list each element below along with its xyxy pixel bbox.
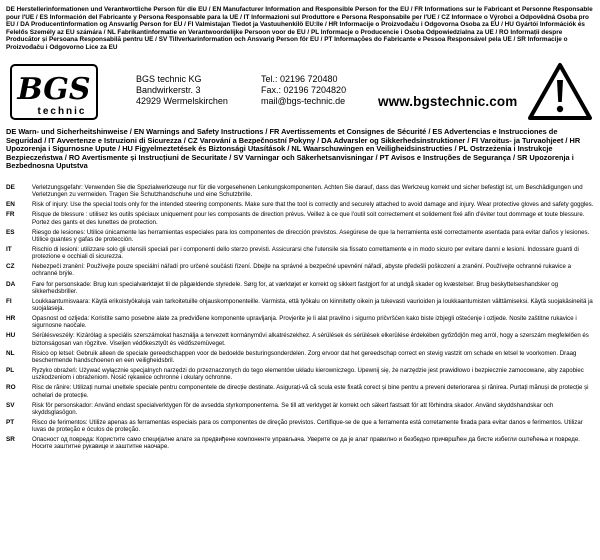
logo-text: BGS [17, 72, 91, 107]
company-city: 42929 Wermelskirchen [136, 96, 228, 106]
warning-text: Loukkaantumisvaara: Käytä erikoistyökaluja vain tarkoitetuille ohjauskomponenteille. Varmista, että työkalu on kiinnitetty oikein ja tukevasti vaurioiden ja loukkaantumisten välttämiseksi. Käytä suojakäsineitä ja suojalaseja. [32, 297, 593, 313]
warning-text: Ryzyko obrażeń: Używać wyłącznie specjalnych narzędzi do przeznaczonych do tego elementów układu kierowniczego. Upewnij się, że narzędzie jest prawidłowo i bezpiecznie zamocowane, aby zapobiec uszkodzeniom i obrażeniom. Nosić rękawice ochronne i okulary ochronne. [32, 367, 584, 382]
warning-entry-hr [6, 315, 594, 329]
company-mail[interactable]: mail@bgs-technic.de [261, 96, 346, 106]
warnings-heading: DE Warn- und Sicherheitshinweise / EN Warnings and Safety Instructions / FR Avertissements et Consignes de Sécurité / ES Advertencias e Instrucciones de Seguridad / IT Avvertenze e Istruzioni di Sicurezza / CZ Varování a Bezpečnostní Pokyny / DA Advarsler og Sikkerhedsinstruktioner / FI Varoitus- ja Turvaohjeet / HR Upozorenja i Sigurnosne Upute / HU Figyelmeztetések és Biztonsági Utasítások / NL Waarschuwingen en Veiligheidsinstructies / PL Ostrzeżenia i Instrukcje Bezpieczeństwa / RO Avertismente și Instrucțiuni de Securitate / SV Varningar och Säkerhetsanvisningar / PT Avisos e Instruções de Segurança / SR Upozorenja i Bezbednosna Uputstva [6, 128, 581, 171]
language-code: HR [6, 315, 16, 323]
warning-text: Fare for personskade: Brug kun specialværktøjet til de pågældende styredele. Sørg for, at værktøjet er korrekt og sikkert fastgjort for at undgå skader og kvæstelser. Brug beskyttelseshandsker og sikkerhedsbriller. [32, 280, 559, 295]
company-website[interactable]: www.bgstechnic.com [378, 94, 518, 109]
warning-entry-pl [6, 367, 594, 381]
warning-text: Risque de blessure : utilisez les outils spéciaux uniquement pour les composants de direction prévus. Veillez à ce que l'outil soit correctement et solidement fixé afin d'éviter tout dommage et toute blessure. Portez des gants et des lunettes de protection. [32, 211, 585, 226]
company-street: Bandwirkerstr. 3 [136, 85, 201, 95]
language-code: ES [6, 228, 15, 236]
language-code: FR [6, 211, 15, 219]
warning-entry-fr [6, 211, 594, 225]
warning-text: Risk för personskador: Använd endast specialverktygen för de avsedda styrkomponenterna. Se till att verktyget är korrekt och säkert fastsatt för att förhindra skador. Använd skyddshandskar och skyddsglasögon. [32, 401, 554, 416]
contact-block [6, 60, 594, 124]
language-code: DE [6, 184, 15, 191]
warning-text: Опасност од повреда: Користите само специјалне алате за предвиђене компоненте управљача. Уверите се да је алат правилно и безбедно причвршћен да бисте избегли оштећења и повреде. Носите заштитне рукавице и заштитне наочаре. [32, 436, 580, 451]
language-code: IT [6, 245, 12, 253]
warning-entry-ro [6, 384, 594, 398]
warning-entry-it [6, 246, 594, 260]
logo-subtext: technic [37, 106, 87, 117]
warning-text: Risico op letsel: Gebruik alleen de speciale gereedschappen voor de bedoelde besturingsonderdelen. Zorg ervoor dat het gereedschap correct en stevig vastzit om schade en letsel te voorkomen. Draag beschermende handschoenen en een veiligheidsbril. [32, 349, 577, 364]
warning-entry-sv [6, 402, 594, 416]
language-code: CZ [6, 263, 15, 271]
warning-entry-sr [6, 436, 594, 450]
language-code: SR [6, 436, 15, 444]
warning-text: Risk of injury: Use the special tools only for the intended steering components. Make sure that the tool is correctly and securely attached to avoid damage and injury. Wear protective gloves and safety goggles. [32, 201, 594, 209]
warning-text: Risco de ferimentos: Utilize apenas as ferramentas especiais para os componentes de direção previstos. Certifique-se de que a ferramenta está corretamente fixada para evitar danos e ferimentos. Utilizar luvas de proteção e óculos de proteção. [32, 418, 583, 434]
company-address [136, 74, 228, 107]
company-contacts [261, 74, 346, 107]
language-code: FI [6, 297, 12, 305]
warning-entry-en [6, 201, 594, 208]
warning-text: Rischio di lesioni: utilizzare solo gli utensili speciali per i componenti dello sterzo previsti. Assicurarsi che l'utensile sia fissato correttamente e in modo sicuro per evitare danni e lesioni. Indossare guanti di protezione e occhiali di sicurezza. [32, 245, 579, 261]
warning-text: Sérülésveszély: Kizárólag a speciális szerszámokat használja a tervezett kormányművi alkatrészekhez. A sérülések és sérülések elkerülése érdekében győződjön meg arról, hogy a szerszám megfelelően és biztonságosan van rögzítve. Viseljen védőkesztyűt és védőszemüveget. [32, 332, 589, 347]
warning-entry-nl [6, 350, 594, 364]
warning-entry-es [6, 229, 594, 243]
warning-entry-hu [6, 332, 594, 346]
bgs-logo [10, 64, 98, 120]
warning-text: Verletzungsgefahr: Verwenden Sie die Spezialwerkzeuge nur für die vorgesehenen Lenkungskomponenten. Achten Sie darauf, dass das Werkzeug korrekt und sicher befestigt ist, um Beschädigungen und Verletzungen zu vermeiden. Tragen Sie Schutzhandschuhe und eine Schutzbrille. [32, 184, 583, 199]
warning-entry-da [6, 281, 594, 295]
warning-triangle-icon [527, 62, 593, 122]
language-code: PT [6, 418, 15, 426]
warning-entry-de [6, 184, 594, 198]
warning-text: Opasnost od ozljeda: Koristite samo posebne alate za predviđene komponente upravljanja. Provjerite je li alat pravilno i sigurno pričvršćen kako biste izbjegli oštećenje i ozljede. Nosite zaštitne rukavice i sigurnosne naočale. [32, 315, 577, 330]
company-name: BGS technic KG [136, 74, 202, 84]
warning-entry-pt [6, 419, 594, 433]
warning-entries-list [6, 184, 594, 451]
language-code: SV [6, 401, 15, 409]
language-code: PL [6, 367, 15, 375]
language-code: NL [6, 349, 15, 357]
company-fax: Fax.: 02196 7204820 [261, 85, 347, 95]
warning-entry-fi [6, 298, 594, 312]
language-code: RO [6, 384, 16, 392]
warning-entry-cz [6, 263, 594, 277]
manufacturer-info-heading: DE Herstellerinformationen und Verantwortliche Person für die EU / EN Manufacturer Information and Responsible Person for the EU / FR Informations sur le Fabricant et Personne Responsable pour l'UE / ES Información del Fabricante y Persona Responsable para la UE / IT Informazioni sul Produttore e Persona Responsabile per l'UE / CZ Informace o Výrobci a Odpovědná Osoba pro EU / DA Producentinformation og Ansvarlig Person for EU / FI Valmistajan Tiedot ja Vastuuhenkilö EU:lle / HR Informacije o Proizvođaču i Odgovorna Osoba za EU / HU Gyártói Információk és Felelős Személy az EU számára / NL Fabrikantinformatie en Verantwoordelijke Persoon voor de EU / PL Informacje o Producencie i Osoba Odpowiedzialna za UE / RO Informații despre Producător și Persoana Responsabilă pentru UE / SV Tillverkarinformation och Ansvarig Person för EU / PT Informações do Fabricante e Pessoa Responsável pela UE / SR Informacije o Proizvođaču i Odgovorno Lice za EU [6, 6, 593, 51]
company-tel: Tel.: 02196 720480 [261, 74, 338, 84]
warning-text: Riesgo de lesiones: Utilice únicamente las herramientas especiales para los componentes de dirección previstos. Asegúrese de que la herramienta esté correctamente asentada para evitar daños y lesiones. Utilice guantes y gafas de protección. [32, 228, 590, 243]
warning-text: Nebezpečí zranění: Používejte pouze speciální nářadí pro určené součásti řízení. Dbejte na správné a bezpečné upevnění nářadí, abyste předešli poškození a zranění. Používejte ochranné rukavice a ochranné brýle. [32, 263, 571, 278]
warning-text: Risc de rănire: Utilizați numai uneltele speciale pentru componentele de direcție destinate. Asigurați-vă că scula este fixată corect și bine pentru a preveni deteriorarea și rănirea. Purtați mănuși de protecție și ochelari de protecție. [32, 384, 589, 399]
language-code: DA [6, 280, 16, 288]
language-code: EN [6, 201, 15, 209]
language-code: HU [6, 332, 16, 340]
